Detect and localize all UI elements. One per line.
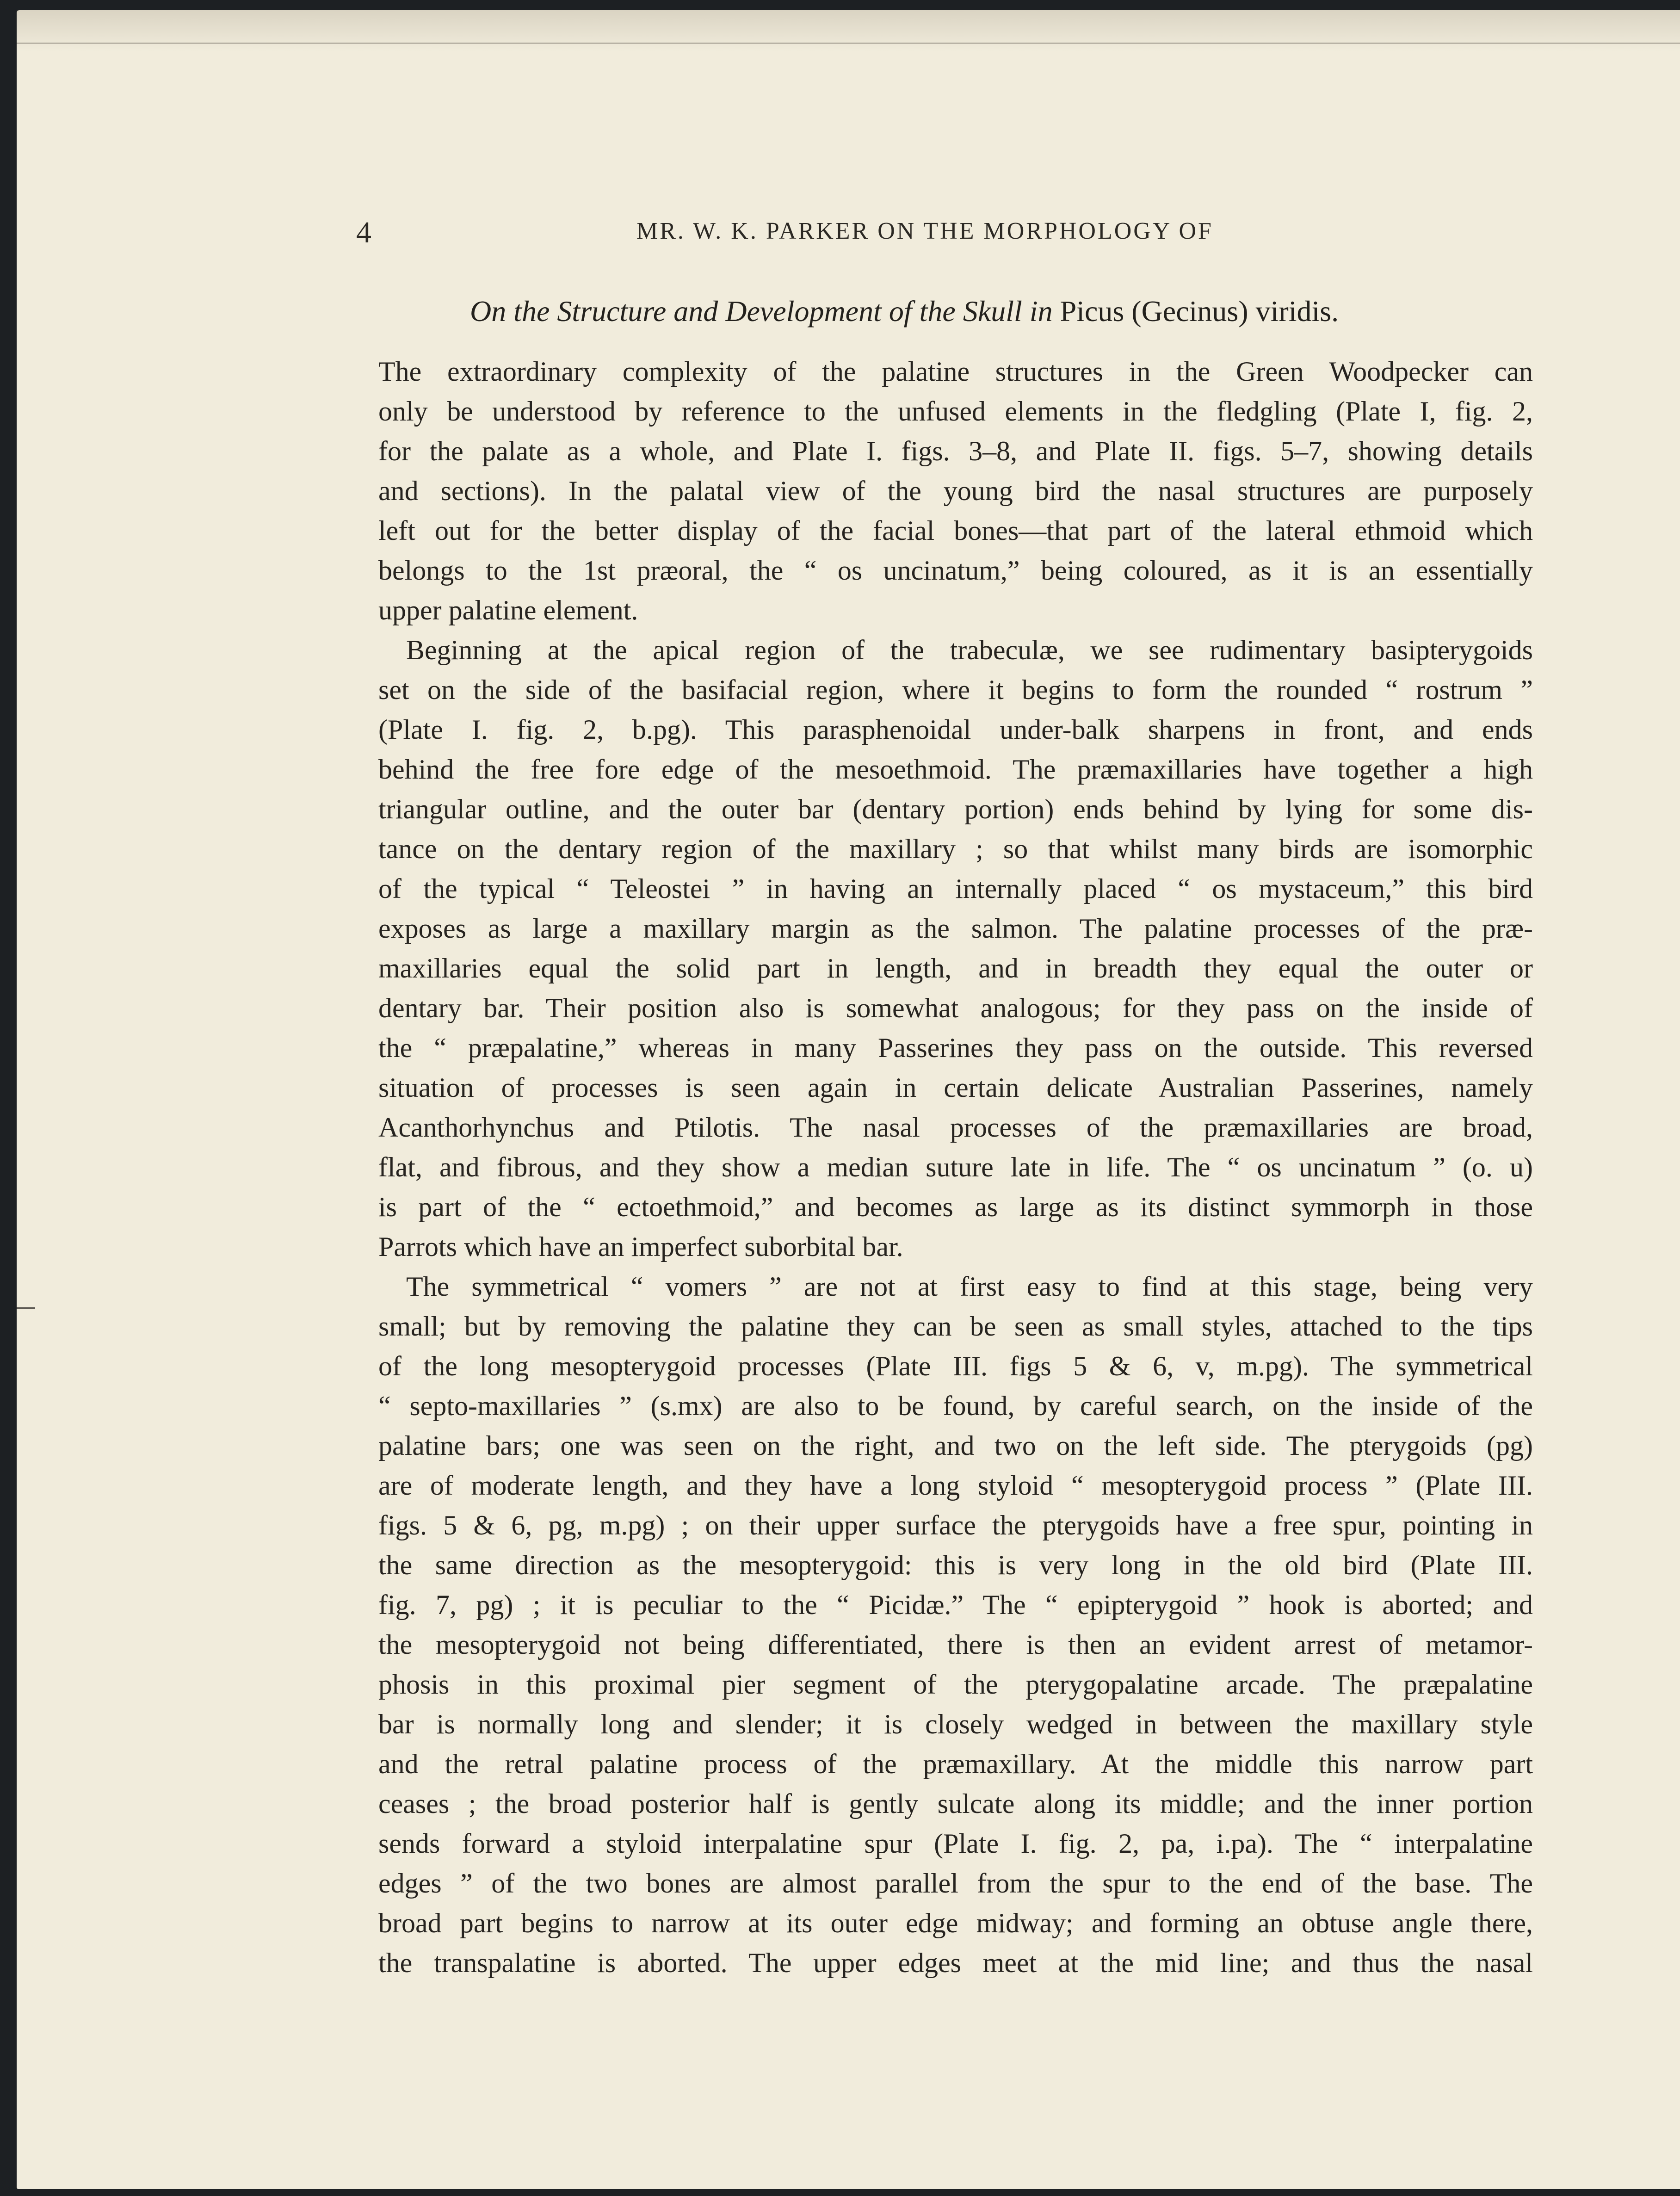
text-line: the transpalatine is aborted. The upper edges meet at the mid line; and thus the nasal	[378, 1948, 1533, 1978]
text-line: (Plate I. fig. 2, b.pg). This parasphenoidal under-balk sharpens in front, and ends	[378, 714, 1533, 745]
text-line: dentary bar. Their position also is somewhat analogous; for they pass on the inside of	[378, 993, 1533, 1023]
page-edge-shadow	[17, 10, 1680, 52]
text-line: broad part begins to narrow at its outer edge midway; and forming an obtuse angle there,	[378, 1908, 1533, 1938]
text-line: set on the side of the basifacial region, where it begins to form the rounded “ rostrum ”	[378, 674, 1533, 705]
text-line: tance on the dentary region of the maxillary ; so that whilst many birds are isomorphic	[378, 834, 1533, 864]
text-line: The symmetrical “ vomers ” are not at first easy to find at this stage, being very	[406, 1271, 1533, 1302]
section-title-roman: Picus (Gecinus) viridis.	[1060, 295, 1339, 328]
text-line: upper palatine element.	[378, 595, 638, 625]
text-line: the “ præpalatine,” whereas in many Passerines they pass on the outside. This reversed	[378, 1033, 1533, 1063]
text-line: sends forward a styloid interpalatine spur (Plate I. fig. 2, pa, i.pa). The “ interpalatine	[378, 1828, 1533, 1859]
margin-tick-mark	[17, 1307, 35, 1309]
text-line: phosis in this proximal pier segment of the pterygopalatine arcade. The præpalatine	[378, 1669, 1533, 1700]
text-line: “ septo-maxillaries ” (s.mx) are also to be found, by careful search, on the inside of the	[378, 1391, 1533, 1421]
text-line: Beginning at the apical region of the trabeculæ, we see rudimentary basipterygoids	[406, 635, 1533, 665]
text-line: small; but by removing the palatine they can be seen as small styles, attached to the tips	[378, 1311, 1533, 1342]
text-line: edges ” of the two bones are almost parallel from the spur to the end of the base. The	[378, 1868, 1533, 1899]
text-line: only be understood by reference to the unfused elements in the fledgling (Plate I, fig. 2,	[378, 396, 1533, 427]
section-title-italic: On the Structure and Development of the Skull in	[470, 295, 1053, 328]
text-line: exposes as large a maxillary margin as the salmon. The palatine processes of the præ-	[378, 913, 1533, 944]
text-line: situation of processes is seen again in certain delicate Australian Passerines, namely	[378, 1072, 1533, 1103]
section-title	[470, 294, 1395, 328]
body-text	[378, 352, 1533, 1983]
text-line: triangular outline, and the outer bar (dentary portion) ends behind by lying for some dis-	[378, 794, 1533, 824]
text-line: the same direction as the mesopterygoid: this is very long in the old bird (Plate III.	[378, 1550, 1533, 1580]
text-line: bar is normally long and slender; it is closely wedged in between the maxillary style	[378, 1709, 1533, 1739]
page-number: 4	[356, 216, 371, 249]
text-line: of the long mesopterygoid processes (Plate III. figs 5 & 6, v, m.pg). The symmetrical	[378, 1351, 1533, 1381]
text-line: palatine bars; one was seen on the right, and two on the left side. The pterygoids (pg)	[378, 1430, 1533, 1461]
running-head: MR. W. K. PARKER ON THE MORPHOLOGY OF	[636, 218, 1213, 244]
top-edge-rule	[17, 43, 1680, 44]
text-line: are of moderate length, and they have a long styloid “ mesopterygoid process ” (Plate III.	[378, 1470, 1533, 1501]
text-line: and sections). In the palatal view of the young bird the nasal structures are purposely	[378, 476, 1533, 506]
text-line: ceases ; the broad posterior half is gently sulcate along its middle; and the inner portion	[378, 1788, 1533, 1819]
text-line: and the retral palatine process of the præmaxillary. At the middle this narrow part	[378, 1749, 1533, 1779]
text-line: behind the free fore edge of the mesoethmoid. The præmaxillaries have together a high	[378, 754, 1533, 785]
text-line: Parrots which have an imperfect suborbital bar.	[378, 1231, 903, 1262]
text-line: Acanthorhynchus and Ptilotis. The nasal processes of the præmaxillaries are broad,	[378, 1112, 1533, 1143]
text-line: The extraordinary complexity of the palatine structures in the Green Woodpecker can	[378, 356, 1533, 387]
text-line: left out for the better display of the facial bones—that part of the lateral ethmoid which	[378, 515, 1533, 546]
text-line: for the palate as a whole, and Plate I. figs. 3–8, and Plate II. figs. 5–7, showing details	[378, 436, 1533, 466]
text-line: fig. 7, pg) ; it is peculiar to the “ Picidæ.” The “ epipterygoid ” hook is aborted; and	[378, 1590, 1533, 1620]
text-line: maxillaries equal the solid part in length, and in breadth they equal the outer or	[378, 953, 1533, 984]
text-line: belongs to the 1st præoral, the “ os uncinatum,” being coloured, as it is an essentially	[378, 555, 1533, 586]
text-line: figs. 5 & 6, pg, m.pg) ; on their upper surface the pterygoids have a free spur, pointing in	[378, 1510, 1533, 1540]
text-line: is part of the “ ectoethmoid,” and becomes as large as its distinct symmorph in those	[378, 1192, 1533, 1222]
text-line: the mesopterygoid not being differentiated, there is then an evident arrest of metamor-	[378, 1629, 1533, 1660]
text-line: flat, and fibrous, and they show a median suture late in life. The “ os uncinatum ” (o. u)	[378, 1152, 1533, 1182]
text-line: of the typical “ Teleostei ” in having an internally placed “ os mystaceum,” this bird	[378, 873, 1533, 904]
